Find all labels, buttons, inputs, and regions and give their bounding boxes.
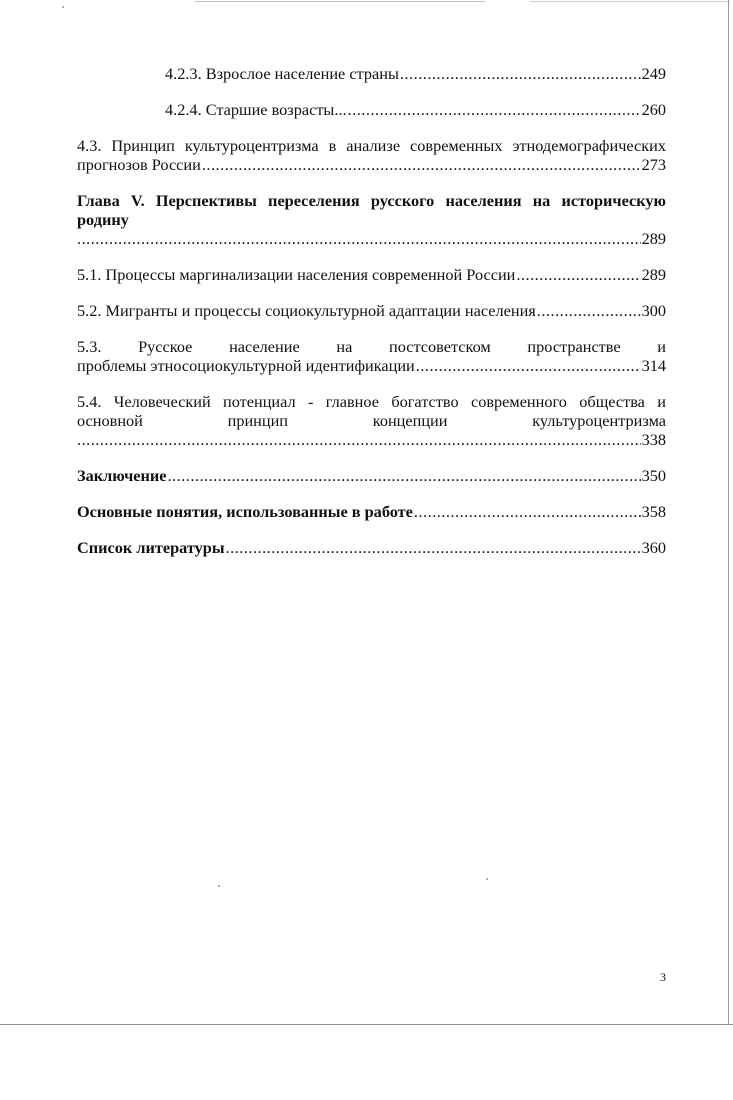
dot-leader — [414, 502, 641, 521]
toc-entry-page: 314 — [641, 356, 666, 375]
dot-leader — [516, 265, 640, 284]
toc-entry — [165, 64, 666, 83]
dot-leader — [537, 301, 641, 320]
dot-leader — [77, 430, 641, 449]
toc-entry-page: 249 — [641, 64, 666, 83]
scan-speck — [486, 878, 488, 880]
toc-entry-page: 289 — [641, 265, 666, 284]
toc-entry-page: 300 — [641, 301, 666, 320]
toc-entry-title-cont: прогнозов России — [77, 155, 201, 174]
toc-entry-title: 4.3. Принцип культуроцентризма в анализе современных этнодемографических — [77, 136, 666, 155]
page-number: 3 — [660, 970, 666, 984]
toc-entry — [165, 100, 666, 119]
dot-leader — [416, 356, 641, 375]
toc-entry — [77, 466, 666, 485]
toc-entry-page: 260 — [641, 100, 666, 119]
toc-entry-title: 5.1. Процессы маргинализации населения современной России — [77, 265, 516, 284]
toc-entry-page: 360 — [641, 538, 666, 557]
toc-entry-title: 4.2.4. Старшие возрасты... — [165, 100, 347, 119]
toc-entry-title: Заключение — [77, 466, 167, 485]
toc-entry — [77, 392, 666, 449]
toc-entry-title-cont: проблемы этносоциокультурной идентификации — [77, 356, 415, 375]
toc-entry-page: 350 — [641, 466, 666, 485]
toc-entry — [77, 136, 666, 174]
dot-leader — [226, 538, 641, 557]
scan-speck — [62, 6, 64, 8]
toc-entry — [77, 265, 666, 284]
toc-entry-title: 5.3. Русское население на постсоветском пространстве и — [77, 337, 666, 356]
toc-entry-page: 289 — [641, 229, 666, 248]
toc-entry-title: 4.2.3. Взрослое население страны — [165, 64, 399, 83]
toc-entry-page: 338 — [641, 430, 666, 449]
toc-entry — [77, 538, 666, 557]
toc-entry-title: Список литературы — [77, 538, 225, 557]
toc-entry — [77, 301, 666, 320]
toc-entry-title-cont: основной принцип концепции культуроцентризма — [77, 411, 666, 430]
scan-artifact-bottom-edge — [0, 1024, 733, 1025]
dot-leader — [167, 466, 640, 485]
toc-entry-page: 358 — [641, 502, 666, 521]
scan-artifact-top-right — [530, 1, 730, 2]
scan-artifact-top — [195, 1, 485, 2]
dot-leader — [77, 229, 641, 248]
chapter-title-cont: родину — [77, 210, 129, 229]
toc-entry — [77, 337, 666, 375]
toc-entry-chapter — [77, 191, 666, 248]
dot-leader — [202, 155, 641, 174]
chapter-title: Глава V. Перспективы переселения русского населения на историческую — [77, 191, 666, 210]
scan-artifact-right-edge — [728, 0, 729, 1025]
scan-speck — [218, 885, 220, 887]
toc-entry-title: Основные понятия, использованные в работе — [77, 502, 413, 521]
dot-leader — [348, 100, 641, 119]
dot-leader — [400, 64, 641, 83]
toc-entry-title: 5.2. Мигранты и процессы социокультурной адаптации населения — [77, 301, 536, 320]
toc-entry — [77, 502, 666, 521]
toc-entry-page: 273 — [641, 155, 666, 174]
table-of-contents — [77, 64, 666, 557]
toc-entry-title: 5.4. Человеческий потенциал - главное богатство современного общества и — [77, 392, 666, 411]
